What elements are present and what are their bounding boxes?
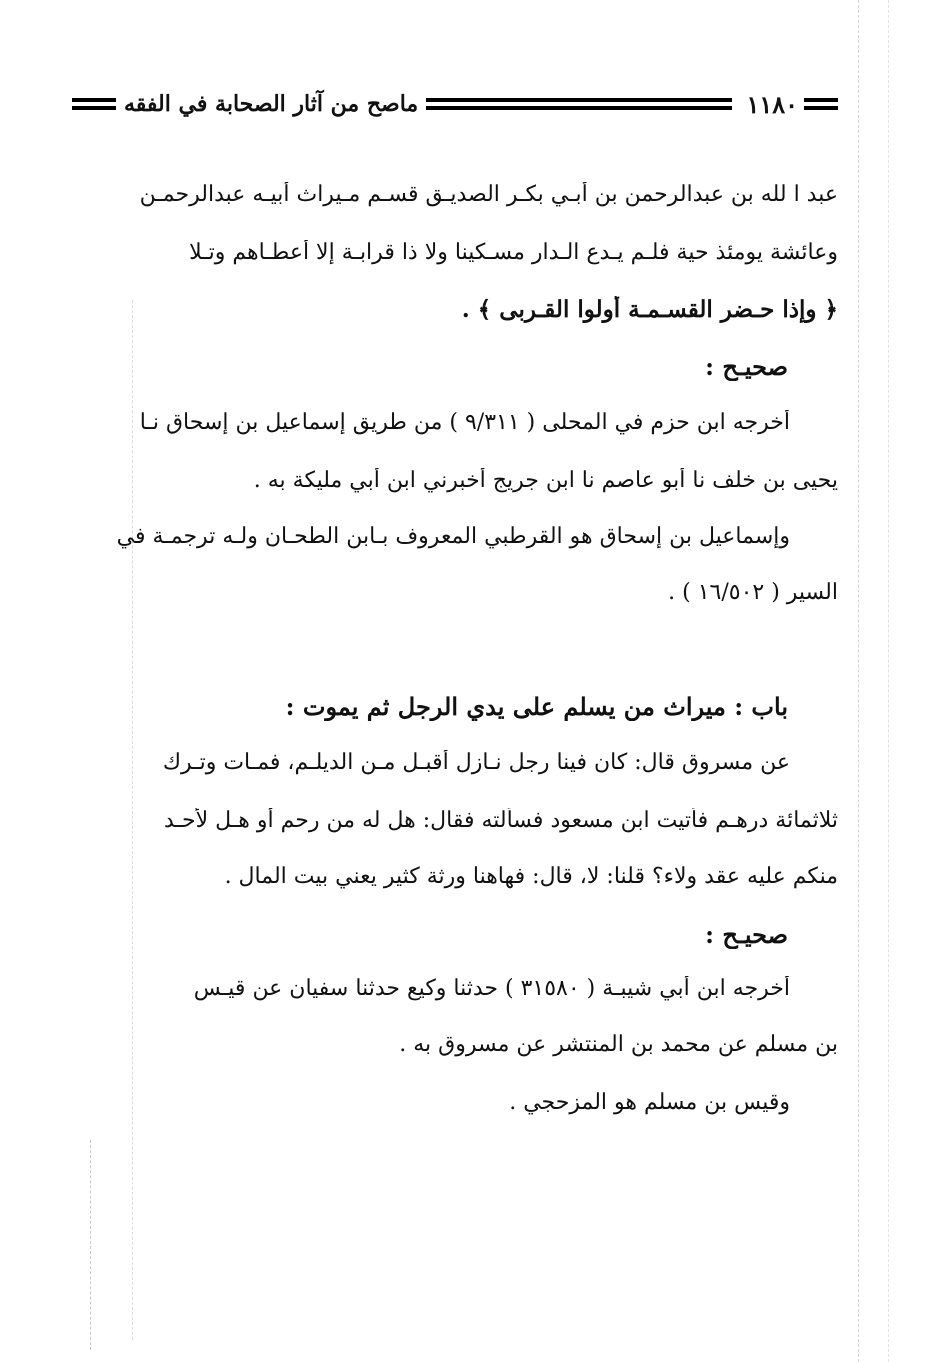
quran-quote-line: ﴿ وإذا حـضر القسـمـة أولوا القـربى ﴾ .: [461, 296, 838, 323]
header-rule-left: [72, 98, 116, 110]
scan-guide-line: [888, 0, 889, 1362]
scan-guide-line: [90, 1140, 91, 1350]
takhrij-line: يحيى بن خلف نا أبو عاصم نا ابن جريج أخبرني ابن أبي مليكة به .: [253, 468, 838, 493]
athar-text-line: وعائشة يومئذ حية فلـم يـدع الـدار مسـكينا ولا ذا قرابـة إلا أعطـاهم وتـلا: [189, 240, 838, 265]
header-rule-middle: [426, 98, 732, 110]
page-header: [72, 86, 838, 122]
athar-text-line: منكم عليه عقد ولاء؟ قلنا: لا، قال: فهاهنا ورثة كثير يعني بيت المال .: [224, 864, 838, 889]
grade-label: صحيـح :: [705, 920, 788, 949]
takhrij-line: بن مسلم عن محمد بن المنتشر عن مسروق به .: [399, 1032, 838, 1057]
takhrij-line: السير ( ١٦/٥٠٢ ) .: [668, 580, 838, 605]
grade-label: صحيـح :: [705, 352, 788, 381]
takhrij-line: أخرجه ابن حزم في المحلى ( ٩/٣١١ ) من طريق إسماعيل بن إسحاق نـا: [139, 410, 790, 435]
athar-text-line: عن مسروق قال: كان فينا رجل نـازل أقبـل مـن الديلـم، فمـات وتـرك: [162, 750, 790, 775]
running-title: ماصح من آثار الصحابة في الفقه: [124, 91, 419, 117]
page-number: ١١٨٠: [746, 89, 798, 119]
takhrij-line: أخرجه ابن أبي شيبـة ( ٣١٥٨٠ ) حدثنا وكيع حدثنا سفيان عن قيـس: [193, 976, 790, 1001]
takhrij-line: وقيس بن مسلم هو المزحجي .: [509, 1090, 790, 1115]
header-rule-right: [804, 98, 838, 110]
athar-text-line: ثلاثمائة درهـم فأتيت ابن مسعود فسألته فقال: هل له من رحم أو هـل لأحـد: [164, 808, 838, 833]
scan-guide-line: [858, 0, 859, 1362]
chapter-heading: باب : ميراث من يسلم على يدي الرجل ثم يموت :: [285, 692, 788, 721]
athar-text-line: عبد ا لله بن عبدالرحمن بن أبـي بكـر الصديـق قسـم مـيراث أبيـه عبدالرحمـن: [139, 182, 838, 207]
takhrij-line: وإسماعيل بن إسحاق هو القرطبي المعروف بـابن الطحـان ولـه ترجمـة في: [116, 524, 790, 549]
